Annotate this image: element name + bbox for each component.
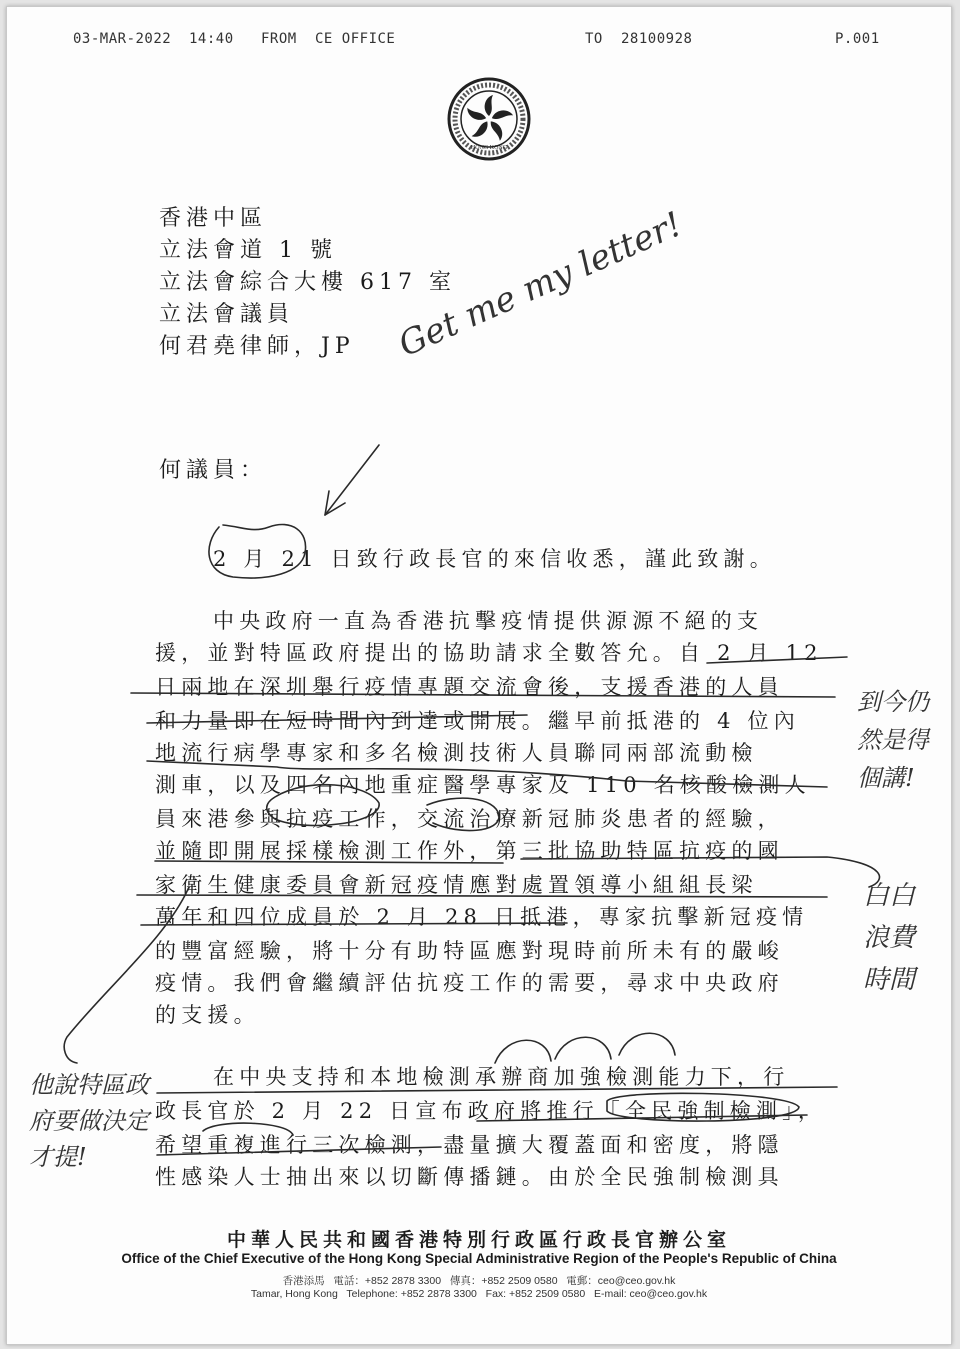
address-line-4: 立法會議員	[159, 302, 295, 327]
body-line: 2 月 21 日致行政長官的來信收悉，謹此致謝。	[213, 547, 776, 571]
footer-office-english: Office of the Chief Executive of the Hong Kong Special Administrative Region of the People's Republic of China	[121, 1251, 837, 1266]
body-line: 和力量即在短時間內到達或開展。繼早前抵港的 4 位內	[155, 709, 800, 733]
fax-from-office: CE OFFICE	[315, 31, 396, 47]
body-line: 測車，以及四名內地重症醫學專家及 110 名核酸檢測人	[155, 773, 811, 797]
body-line: 政長官於 2 月 22 日宣布政府將推行「全民強制檢測」，	[155, 1099, 825, 1123]
recipient-name: 何君堯律師，JP	[159, 334, 355, 359]
fax-page-number: P.001	[835, 31, 880, 47]
body-line: 中央政府一直為香港抗擊疫情提供源源不絕的支	[213, 609, 764, 633]
body-line: 地流行病學專家和多名檢測技術人員聯同兩部流動檢	[155, 741, 758, 765]
footer-contact-chinese: 香港添馬 電話：+852 2878 3300 傳真：+852 2509 0580 電郵：ceo@ceo.gov.hk	[282, 1275, 676, 1287]
body-line: 疫情。我們會繼續評估抗疫工作的需要，尋求中央政府	[155, 971, 784, 995]
body-line: 家衛生健康委員會新冠疫情應對處置領導小組組長梁	[155, 873, 758, 897]
emblem-text: HONG KONG	[470, 145, 508, 151]
fax-date: 03-MAR-2022	[73, 31, 172, 47]
handwritten-note-top: Get me my letter!	[392, 204, 689, 365]
fax-to-label: TO	[585, 31, 603, 47]
address-line-2: 立法會道 1 號	[159, 238, 337, 263]
address-line-1: 香港中區	[159, 206, 268, 231]
annotation-arrowhead	[325, 491, 345, 515]
body-line: 萬年和四位成員於 2 月 28 日抵港，專家抗擊新冠疫情	[155, 905, 809, 929]
fax-to-number: 28100928	[621, 31, 693, 47]
letter-page	[6, 6, 952, 1345]
address-line-3: 立法會綜合大樓 617 室	[159, 270, 456, 295]
handwritten-note-right-1: 到今仍然是得個講!	[857, 688, 929, 792]
body-line: 員來港參與抗疫工作，交流治療新冠肺炎患者的經驗，	[155, 807, 784, 831]
annotation-arrow	[325, 445, 379, 515]
salutation: 何議員：	[159, 458, 268, 483]
body-line: 的豐富經驗，將十分有助特區應對現時前所未有的嚴峻	[155, 939, 784, 963]
body-line: 希望重複進行三次檢測，盡量擴大覆蓋面和密度，將隱	[155, 1133, 784, 1157]
handwritten-note-right-2: 白白浪費時間	[863, 881, 916, 995]
body-line: 性感染人士抽出來以切斷傳播鏈。由於全民強制檢測具	[155, 1165, 784, 1189]
footer-contact-english: Tamar, Hong Kong Telephone: +852 2878 3300 Fax: +852 2509 0580 E-mail: ceo@ceo.gov.hk	[250, 1288, 708, 1300]
fax-from-label: FROM	[261, 31, 297, 47]
body-line: 並隨即開展採樣檢測工作外，第三批協助特區抗疫的國	[155, 839, 784, 863]
handwritten-note-left: 他說特區政府要做決定才提!	[29, 1071, 149, 1171]
body-line: 日兩地在深圳舉行疫情專題交流會後，支援香港的人員	[155, 675, 784, 699]
footer-office-chinese: 中華人民共和國香港特別行政區行政長官辦公室	[226, 1229, 731, 1251]
body-line: 援，並對特區政府提出的協助請求全數答允。自 2 月 12	[155, 641, 823, 665]
fax-time: 14:40	[189, 31, 234, 47]
body-line: 的支援。	[155, 1003, 260, 1027]
hong-kong-bauhinia-emblem-icon	[447, 77, 531, 161]
body-line: 在中央支持和本地檢測承辦商加強檢測能力下，行	[213, 1065, 790, 1089]
